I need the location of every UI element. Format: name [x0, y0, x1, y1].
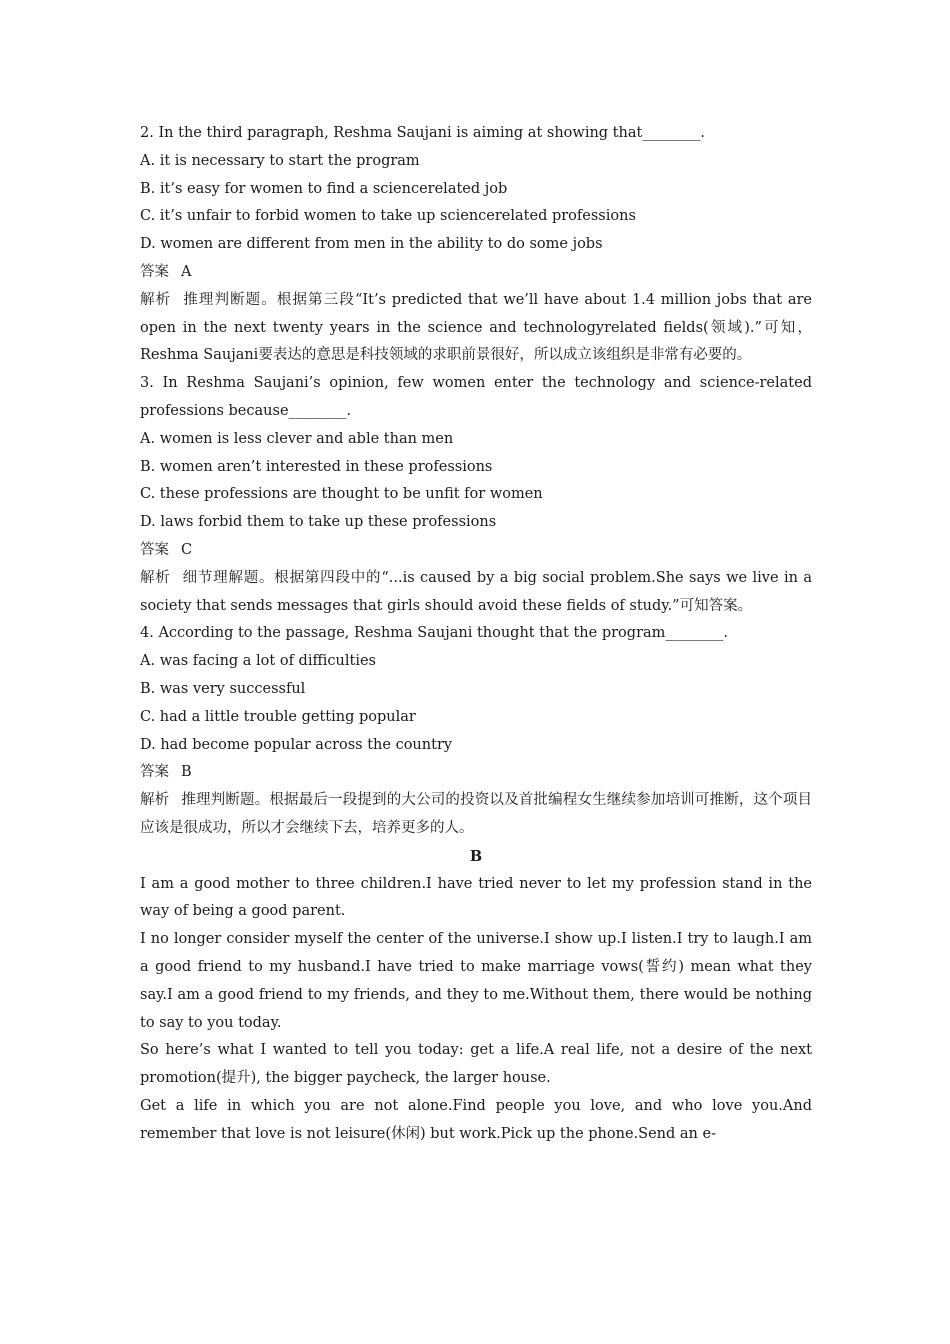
- option-d: D. had become popular across the country: [140, 736, 453, 753]
- answer-value: C: [181, 541, 193, 558]
- option-a: A. it is necessary to start the program: [140, 152, 420, 169]
- section-heading: B: [469, 847, 483, 865]
- option-c: C. these professions are thought to be unfit for women: [140, 486, 543, 503]
- passage-paragraph: I am a good mother to three children.I have tried never to let my profession stand in the way of being a good parent.: [140, 875, 812, 920]
- answer-line: [140, 537, 812, 565]
- option-b: B. was very successful: [140, 680, 306, 697]
- question-2: [140, 120, 812, 370]
- question-3: [140, 370, 812, 620]
- answer-label: 答案: [140, 764, 169, 781]
- section-b: [140, 843, 812, 1149]
- answer-value: A: [181, 263, 192, 280]
- document-page: [140, 120, 812, 1148]
- answer-line: [140, 759, 812, 787]
- answer-value: B: [181, 764, 192, 781]
- analysis: [140, 787, 812, 843]
- analysis-label: 解析: [140, 291, 172, 308]
- option-d: D. women are different from men in the ability to do some jobs: [140, 236, 603, 253]
- option-a: A. was facing a lot of difficulties: [140, 653, 377, 670]
- option-c: C. had a little trouble getting popular: [140, 708, 416, 725]
- analysis-label: 解析: [140, 792, 170, 809]
- option-d: D. laws forbid them to take up these professions: [140, 514, 497, 531]
- question-4: [140, 620, 812, 842]
- passage-paragraph: So here’s what I wanted to tell you today: get a life.A real life, not a desire of the next promotion(提升), the bigger paycheck, the larger house.: [140, 1042, 812, 1087]
- analysis-text: 推理判断题。根据第三段“It’s predicted that we’ll have about 1.4 million jobs that are open in the next twenty years in the science and technologyrelated fields(领域).”可知，Reshma Saujani要表达的意思是科技领域的求职前景很好，所以成立该组织是非常有必要的。: [140, 291, 812, 364]
- question-stem: 4. According to the passage, Reshma Saujani thought that the program________.: [140, 625, 729, 642]
- option-b: B. women aren’t interested in these professions: [140, 458, 493, 475]
- option-c: C. it’s unfair to forbid women to take up sciencerelated professions: [140, 208, 636, 225]
- answer-line: [140, 259, 812, 287]
- answer-label: 答案: [140, 541, 169, 558]
- question-stem: 2. In the third paragraph, Reshma Saujani is aiming at showing that________.: [140, 125, 705, 141]
- analysis: [140, 287, 812, 370]
- analysis-label: 解析: [140, 569, 171, 586]
- analysis: [140, 565, 812, 621]
- passage-paragraph: I no longer consider myself the center of the universe.I show up.I listen.I try to laugh.I am a good friend to my husband.I have tried to make marriage vows(誓约) mean what they say.I am a good friend to my friends, and they to me.Without them, there would be nothing to say to you today.: [140, 931, 812, 1031]
- option-a: A. women is less clever and able than men: [140, 430, 454, 447]
- question-stem: 3. In Reshma Saujani’s opinion, few women enter the technology and science-related professions because________.: [140, 375, 812, 419]
- analysis-text: 细节理解题。根据第四段中的“...is caused by a big social problem.She says we live in a society that sends messages that girls should avoid these fields of study.”可知答案。: [140, 569, 812, 614]
- answer-label: 答案: [140, 263, 169, 280]
- option-b: B. it’s easy for women to find a sciencerelated job: [140, 180, 508, 197]
- analysis-text: 推理判断题。根据最后一段提到的大公司的投资以及首批编程女生继续参加培训可推断，这个项目应该是很成功，所以才会继续下去，培养更多的人。: [140, 792, 812, 836]
- passage-paragraph: Get a life in which you are not alone.Find people you love, and who love you.And remember that love is not leisure(休闲) but work.Pick up the phone.Send an e-: [140, 1097, 812, 1142]
